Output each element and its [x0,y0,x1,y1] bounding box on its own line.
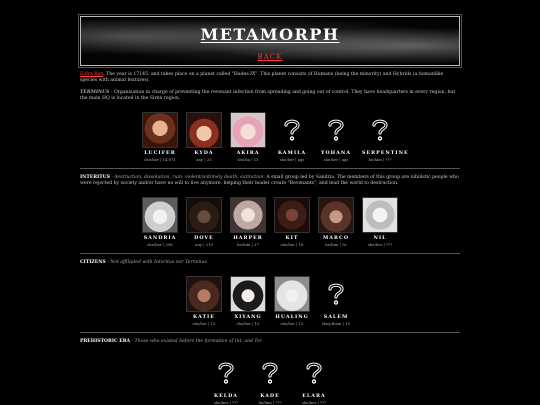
character-card[interactable] [230,276,266,326]
character-name: XIYANG [234,314,262,320]
page-title: METAMORPH [200,25,340,44]
unknown-portrait[interactable] [318,112,354,148]
character-name: MARCO [322,235,349,241]
character-name: DOVE [194,235,214,241]
character-card[interactable] [318,197,354,247]
prehistoric-desc-italic: - Those who existed before the formation of Int. and Ter. [130,339,264,344]
character-meta: she/her | 15 [280,321,304,326]
character-name: KELDA [213,393,239,399]
terminus-title: TERMINUS [80,90,110,95]
character-card[interactable] [252,355,288,405]
question-mark-icon [325,281,347,307]
question-mark-icon [281,117,303,143]
character-card[interactable] [362,197,398,247]
character-meta: she/her | ags [323,157,349,162]
character-name: LUCIFER [144,150,176,156]
character-meta: he/him | 9c [325,242,347,247]
character-card[interactable] [362,112,409,162]
character-card[interactable] [274,197,310,247]
unknown-portrait[interactable] [274,112,310,148]
prehistoric-title: PREHISTORIC ERA [80,339,131,344]
intro-body: . The year is 17145, and takes place on a planet called "Hades-IX". This planet consists of Humans (being the minority) and Hybrids (a humanlike species with animal features). [80,72,444,83]
intro-text [80,72,460,84]
character-name: KIT [285,235,299,241]
character-meta: she/her | 15 [236,321,260,326]
terminus-desc: - Organization in charge of preventing the revenant infection from spreading and going out of control. They have headquarters in every region, but the main HQ is located in the Siren region. [80,90,456,101]
interitus-title: INTERITUS [80,175,110,180]
unknown-portrait[interactable] [296,355,332,391]
character-meta: they/them | 15 [322,321,350,326]
character-meta: he/him | 27 [237,242,259,247]
character-portrait[interactable] [230,112,266,148]
character-name: SERPENTINE [362,150,409,156]
divider [80,253,460,254]
character-card[interactable] [186,112,222,162]
character-meta: she/her | 296 [147,242,173,247]
citizens-description [80,260,460,266]
character-name: KADE [260,393,280,399]
character-meta: any | 210 [195,242,213,247]
character-name: KYDA [194,150,214,156]
back-link[interactable]: BACK [257,53,283,61]
terminus-grid [80,112,460,162]
divider [80,332,460,333]
character-card[interactable] [186,197,222,247]
character-card[interactable] [318,276,354,326]
character-name: KAMILA [277,150,307,156]
character-card[interactable] [296,355,332,405]
header-banner [80,16,460,66]
prehistoric-description [80,339,460,345]
character-card[interactable] [274,276,310,326]
unknown-portrait[interactable] [252,355,288,391]
interitus-desc-italic: - destruction, dissolution, ruin: violent/untimely death, extinction. [109,175,265,180]
question-mark-icon [303,360,325,386]
page [80,0,460,405]
citizens-title: CITIZENS [80,260,106,265]
character-card[interactable] [274,112,310,162]
terminus-description [80,90,460,102]
character-portrait[interactable] [274,197,310,233]
character-card[interactable] [230,197,266,247]
character-card[interactable] [208,355,244,405]
character-meta: she/her | ??? [367,242,393,247]
character-card[interactable] [230,112,266,162]
character-name: HARPER [233,235,263,241]
character-card[interactable] [142,112,178,162]
citizens-desc-italic: - Not affiliated with Interitus nor Terminus [105,260,207,265]
prehistoric-grid [80,355,460,405]
character-portrait[interactable] [142,197,178,233]
character-meta: he/him | ??? [368,157,392,162]
question-mark-icon [369,117,391,143]
character-name: NIL [373,235,387,241]
character-meta: she/her | ??? [301,400,327,405]
question-mark-icon [259,360,281,386]
character-meta: she/her | ags [279,157,305,162]
unknown-portrait[interactable] [362,112,398,148]
character-meta: she/ha | 15 [237,157,259,162]
character-meta: any | 25 [196,157,212,162]
character-name: SALEM [323,314,349,320]
character-name: SANDRIA [143,235,177,241]
character-portrait[interactable] [186,276,222,312]
character-name: ELARA [302,393,326,399]
interitus-desc: A small group led by Sandria. The members of this group are nihilistic people who were rejected by society and/or have no will to live anymore, helping their leader create "Revenants", and lead the world to destruction. [80,175,459,186]
character-name: HUALING [275,314,309,320]
character-portrait[interactable] [274,276,310,312]
character-meta: he/him | ??? [258,400,282,405]
character-name: AKIRA [236,150,260,156]
character-card[interactable] [318,112,354,162]
character-meta: she/her | 14,671 [144,157,176,162]
interitus-grid [80,197,460,247]
character-portrait[interactable] [318,197,354,233]
character-portrait[interactable] [186,197,222,233]
character-portrait[interactable] [362,197,398,233]
character-meta: she/her | 16 [280,242,304,247]
character-meta: she/her | 15 [192,321,216,326]
character-card[interactable] [142,197,178,247]
character-name: YOHANA [321,150,351,156]
unknown-portrait[interactable] [208,355,244,391]
intro-author-link[interactable]: Eldra Ren [80,72,104,77]
interitus-description [80,175,460,187]
character-name: KATIE [193,314,215,320]
character-portrait[interactable] [230,276,266,312]
question-mark-icon [215,360,237,386]
character-portrait[interactable] [186,112,222,148]
character-meta: she/her | ??? [213,400,239,405]
divider [80,168,460,169]
character-portrait[interactable] [142,112,178,148]
character-card[interactable] [186,276,222,326]
character-portrait[interactable] [230,197,266,233]
citizens-grid [80,276,460,326]
unknown-portrait[interactable] [318,276,354,312]
question-mark-icon [325,117,347,143]
